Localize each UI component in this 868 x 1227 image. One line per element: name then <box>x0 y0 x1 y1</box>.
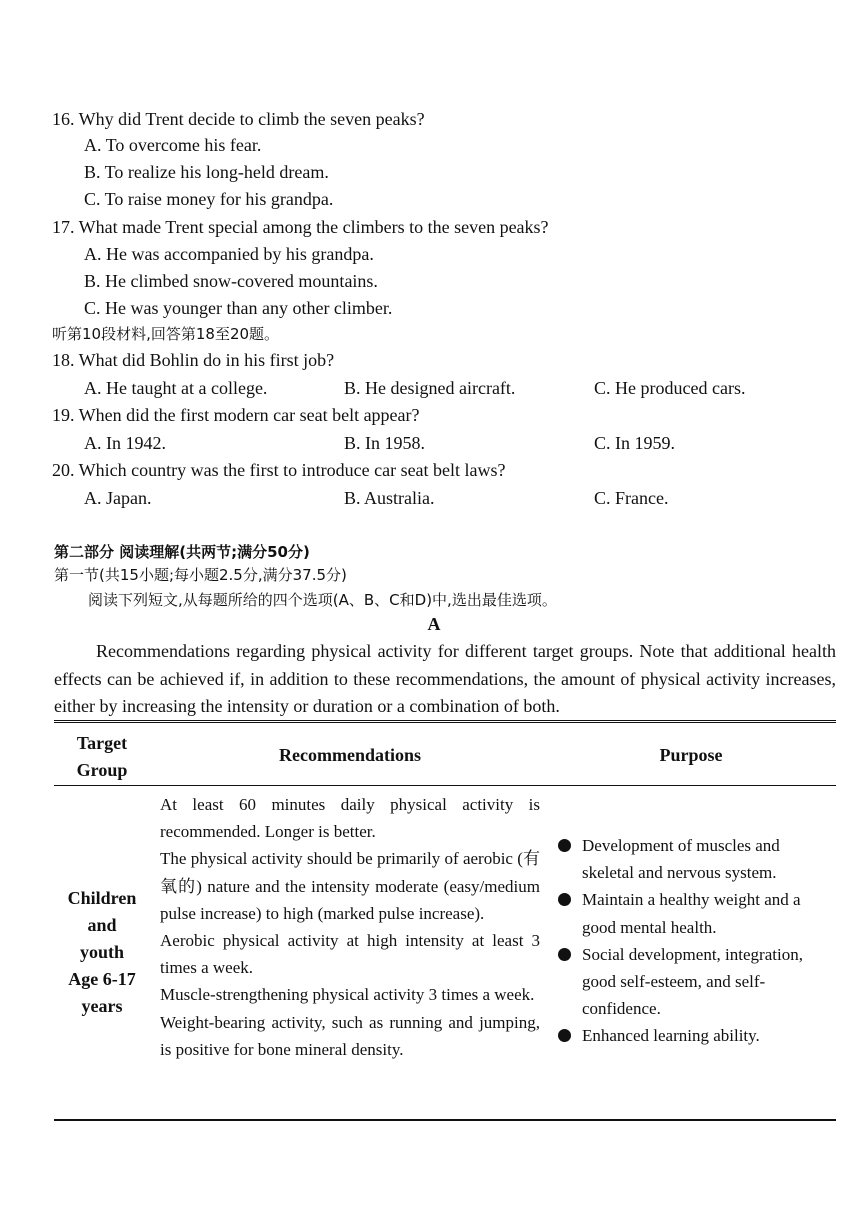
option-19c: C. In 1959. <box>594 433 675 453</box>
header-target-group <box>56 730 148 784</box>
table-bottom-rule <box>54 1119 836 1121</box>
table-top-rule <box>54 720 836 723</box>
bullet-icon <box>558 839 571 852</box>
header-target-line2: Group <box>76 760 128 780</box>
question-19: 19. When did the first modern car seat belt appear? <box>52 405 420 425</box>
recommendation-item: Weight-bearing activity, such as running and jumping, is positive for bone mineral density. <box>160 1012 540 1059</box>
listening-instruction: 听第10段材料,回答第18至20题。 <box>52 325 280 343</box>
group-line: years <box>81 996 123 1016</box>
option-16b: B. To realize his long-held dream. <box>84 162 329 182</box>
purpose-text: Development of muscles and skeletal and nervous system. <box>582 836 780 883</box>
question-17: 17. What made Trent special among the climbers to the seven peaks? <box>52 217 549 237</box>
bullet-icon <box>558 893 571 906</box>
recommendation-item: Aerobic physical activity at high intensity at least 3 times a week. <box>160 931 540 978</box>
passage-intro: Recommendations regarding physical activity for different target groups. Note that additional health effects can be achieved if, in addition to these recommendations, the amount of physical activity increases, either by increasing the intensity or duration or a combination of both. <box>54 641 836 716</box>
group-line: Children <box>67 888 137 908</box>
reading-instruction: 阅读下列短文,从每题所给的四个选项(A、B、C和D)中,选出最佳选项。 <box>88 591 557 609</box>
purpose-text: Maintain a healthy weight and a good mental health. <box>582 890 801 937</box>
recommendation-item: At least 60 minutes daily physical activity is recommended. Longer is better. <box>160 795 540 842</box>
recommendation-item: The physical activity should be primarily of aerobic (有氧的) nature and the intensity moderate (easy/medium pulse increase) to high (marked pulse increase). <box>160 849 540 923</box>
purpose-cell <box>556 832 832 1050</box>
header-purpose: Purpose <box>659 745 723 765</box>
option-20c: C. France. <box>594 488 669 508</box>
part2-heading: 第二部分 阅读理解(共两节;满分50分) <box>54 543 310 561</box>
bullet-icon <box>558 948 571 961</box>
purpose-list <box>556 832 832 1050</box>
question-16: 16. Why did Trent decide to climb the seven peaks? <box>52 109 425 129</box>
option-17c: C. He was younger than any other climber. <box>84 298 393 318</box>
header-recommendations: Recommendations <box>279 745 421 765</box>
recommendations-cell <box>160 791 540 1063</box>
option-18a: A. He taught at a college. <box>84 378 268 398</box>
passage-title: A <box>427 614 441 634</box>
purpose-item <box>556 886 832 940</box>
question-20: 20. Which country was the first to introduce car seat belt laws? <box>52 460 506 480</box>
option-17b: B. He climbed snow-covered mountains. <box>84 271 378 291</box>
recommendation-item: Muscle-strengthening physical activity 3 times a week. <box>160 985 535 1005</box>
target-group-cell <box>56 885 148 1020</box>
option-18b: B. He designed aircraft. <box>344 378 516 398</box>
bullet-icon <box>558 1029 571 1042</box>
option-18c: C. He produced cars. <box>594 378 746 398</box>
option-16a: A. To overcome his fear. <box>84 135 262 155</box>
option-19b: B. In 1958. <box>344 433 425 453</box>
question-18: 18. What did Bohlin do in his first job? <box>52 350 335 370</box>
purpose-item <box>556 941 832 1023</box>
option-19a: A. In 1942. <box>84 433 166 453</box>
option-16c: C. To raise money for his grandpa. <box>84 189 334 209</box>
purpose-item <box>556 832 832 886</box>
option-20a: A. Japan. <box>84 488 152 508</box>
purpose-text: Social development, integration, good self-esteem, and self-confidence. <box>582 944 803 1019</box>
group-line: youth <box>79 942 124 962</box>
purpose-item <box>556 1022 832 1049</box>
group-line: Age 6-17 <box>68 969 136 989</box>
header-target-line1: Target <box>76 733 128 753</box>
option-17a: A. He was accompanied by his grandpa. <box>84 244 374 264</box>
table-header-rule <box>54 785 836 786</box>
group-line: and <box>87 915 117 935</box>
section1-heading: 第一节(共15小题;每小题2.5分,满分37.5分) <box>54 566 347 584</box>
option-20b: B. Australia. <box>344 488 435 508</box>
purpose-text: Enhanced learning ability. <box>582 1026 760 1046</box>
